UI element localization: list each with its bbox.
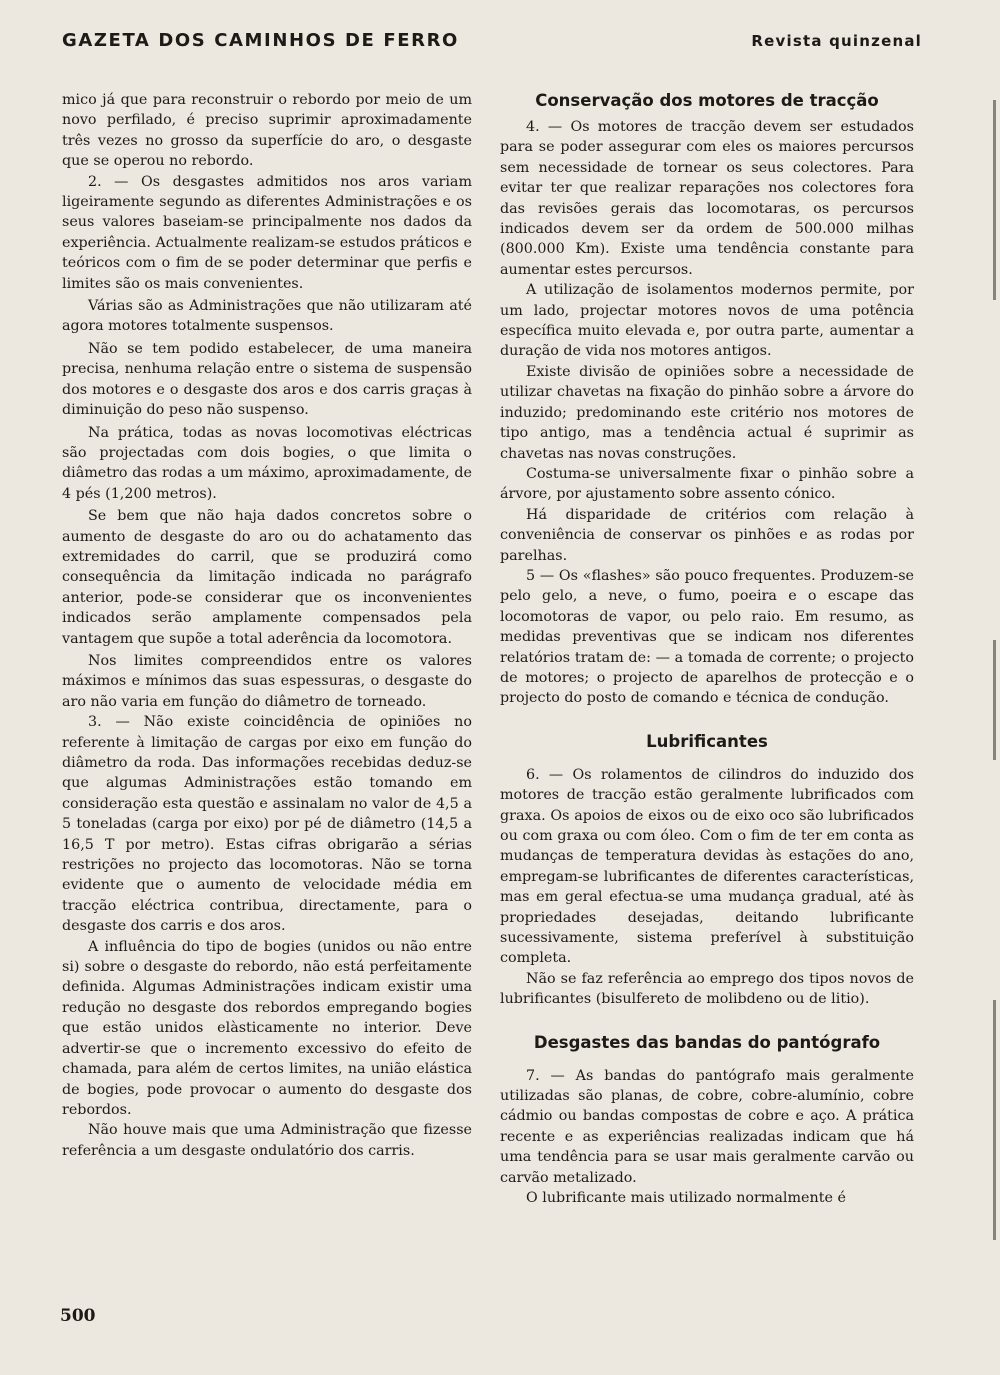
paragraph: Nos limites compreendidos entre os valores máximos e mínimos das suas espessuras, o desgaste do aro não varia em função do diâmetro de torneado.	[62, 652, 472, 710]
paragraph: Várias são as Administrações que não utilizaram até agora motores totalmente suspensos.	[62, 298, 472, 335]
running-header	[62, 30, 922, 54]
paragraph: mico já que para reconstruir o rebordo por meio de um novo perfilado, é preciso suprimir aproximadamente três vezes no grosso da superfície do aro, o desgaste que se operou no rebordo.	[62, 92, 472, 170]
page-edge-shadow	[993, 640, 996, 760]
section-heading-motores: Conservação dos motores de tracção	[535, 91, 879, 110]
paragraph: O lubrificante mais utilizado normalmente é	[526, 1190, 846, 1207]
paragraph: 3. — Não existe coincidência de opiniões no referente à limitação de cargas por eixo em função do diâmetro da roda. Das informações recebidas deduz-se que algumas Administrações estão tomando em consideração esta questão e assinalam no valor de 4,5 a 5 toneladas (carga por eixo) por pé de diâmetro (14,5 a 16,5 T por metro). Estas cifras obrigarão a sérias restrições no projecto das locomotoras. Não se torna evidente que o aumento de velocidade média em tracção eléctrica contribua, directamente, para o desgaste dos carris e dos aros.	[62, 714, 472, 935]
paragraph: Há disparidade de critérios com relação à conveniência de conservar os pinhões e as rodas por parelhas.	[500, 506, 914, 564]
paragraph: 7. — As bandas do pantógrafo mais geralmente utilizadas são planas, de cobre, cobre-alumínio, cobre cádmio ou bandas compostas de cobre e aço. A prática recente e as experiências realizadas indicam que há uma tendência para se usar mais geralmente carvão ou carvão metalizado.	[500, 1067, 914, 1186]
paragraph: 5 — Os «flashes» são pouco frequentes. Produzem-se pelo gelo, a neve, o fumo, poeira e o escape das locomotoras de vapor, ou pelo raio. Em resumo, as medidas preventivas que se indicam nos diferentes relatórios tratam de: — a tomada de corrente; o projecto de motores; o projecto de aparelhos de protecção e o projecto do posto de comando e técnica de condução.	[500, 567, 914, 707]
paragraph: Não houve mais que uma Administração que fizesse referência a um desgaste ondulatório dos carris.	[62, 1122, 472, 1159]
left-column	[62, 90, 472, 1161]
paragraph: Se bem que não haja dados concretos sobre o aumento de desgaste do aro ou do achatamento das extremidades do carril, que se produzirá como consequência da limitação indicada no parágrafo anterior, pode-se considerar que os inconvenientes indicados serão amplamente compensados pela vantagem que supõe a total aderência da locomotora.	[62, 508, 472, 647]
paragraph: Não se faz referência ao emprego dos tipos novos de lubrificantes (bisulfereto de molibdeno ou de litio).	[500, 970, 914, 1008]
page-edge-shadow	[993, 100, 996, 300]
paragraph: Existe divisão de opiniões sobre a necessidade de utilizar chavetas na fixação do pinhão sobre a árvore do induzido; predominando este critério nos motores de tipo antigo, mas a tendência actual é suprimir as chavetas nas novas construções.	[500, 363, 914, 462]
paragraph: Na prática, todas as novas locomotivas eléctricas são projectadas com dois bogies, o que limita o diâmetro das rodas a um máximo, aproximadamente, de 4 pés (1,200 metros).	[62, 424, 472, 502]
page-edge-shadow	[993, 1000, 996, 1240]
paragraph: 4. — Os motores de tracção devem ser estudados para se poder assegurar com eles os maiores percursos sem necessidade de tornear os seus colectores. Para evitar ter que realizar reparações nos colectores fora das revisões gerais das locomotaras, os percursos indicados devem ser da ordem de 500.000 milhas (800.000 Km). Existe uma tendência constante para aumentar estes percursos.	[500, 119, 914, 278]
publication-frequency: Revista quinzenal	[751, 32, 922, 50]
paragraph: Não se tem podido estabelecer, de uma maneira precisa, nenhuma relação entre o sistema de suspensão dos motores e o desgaste dos aros e dos carris graças à diminuição do peso não suspenso.	[62, 340, 472, 419]
section-heading-pantografo: Desgastes das bandas do pantógrafo	[533, 1032, 881, 1052]
right-column	[500, 90, 914, 1209]
paragraph: A utilização de isolamentos modernos permite, por um lado, projectar motores novos de uma potência específica muito elevada e, por outra parte, aumentar a duração de vida nos motores antigos.	[500, 282, 914, 360]
paragraph: 2. — Os desgastes admitidos nos aros variam ligeiramente segundo as diferentes Administrações e os seus valores baseiam-se principalmente nos dados da experiência. Actualmente realizam-se estudos práticos e teóricos com o fim de se poder determinar que perfis e limites são os mais convenientes.	[62, 173, 472, 292]
paragraph: 6. — Os rolamentos de cilindros do induzido dos motores de tracção estão geralmente lubrificados com graxa. Os apoios de eixos ou de eixo oco são lubrificados ou com graxa ou com óleo. Com o fim de ter em conta as mudanças de temperatura devidas às estações do ano, empregam-se lubrificantes de diferentes características, mas em geral efectua-se uma mudança gradual, até às propriedades desejadas, deitando lubrificante sucessivamente, sistema preferível à substituição completa.	[500, 766, 914, 967]
section-heading-lubrificantes: Lubrificantes	[646, 731, 768, 751]
paragraph: A influência do tipo de bogies (unidos ou não entre si) sobre o desgaste do rebordo, não está perfeitamente definida. Algumas Administrações indicam existir uma redução no desgaste dos rebordos empregando bogies que estão unidos elàsticamente no interior. Deve advertir-se que o incremento excessivo do efeito de chamada, para além de certos limites, na união elástica de bogies, pode provocar o aumento do desgaste dos rebordos.	[62, 938, 472, 1118]
paragraph: Costuma-se universalmente fixar o pinhão sobre a árvore, por ajustamento sobre assento cónico.	[500, 465, 914, 503]
page-number: 500	[60, 1306, 96, 1326]
journal-title: GAZETA DOS CAMINHOS DE FERRO	[62, 30, 459, 51]
